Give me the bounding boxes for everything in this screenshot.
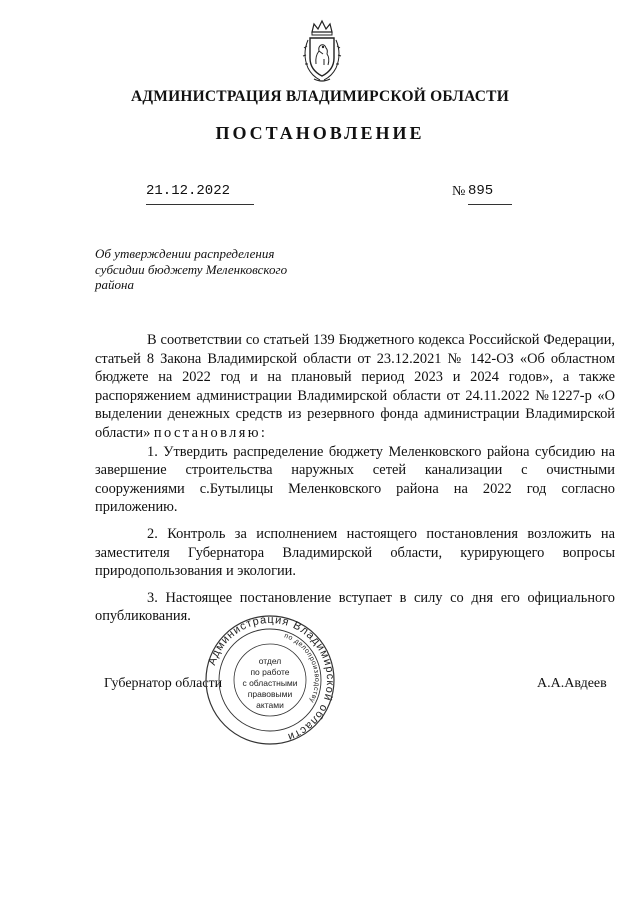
stamp-center-line: отдел [258, 656, 282, 666]
subject-line: Об утверждении распределения [95, 246, 275, 261]
stamp-outer-text: Администрация Владимирской области [206, 614, 336, 744]
subject-line: субсидии бюджету Меленковского [95, 261, 288, 277]
decree-word: постановляю: [153, 424, 268, 441]
stamp-inner-text: по делопроизводству [283, 632, 321, 704]
clause-paragraph: 1. Утвердить распределение бюджету Меленковского района субсидию на завершение строительства наружных сетей канализации с очистными сооружениями с.Бутылицы Меленковского района на 2022 год согласно приложению. [95, 443, 615, 516]
preamble-paragraph [95, 331, 615, 443]
coat-of-arms-icon [300, 18, 344, 84]
official-stamp [204, 614, 336, 746]
number-underline [468, 204, 512, 205]
signer-name: А.А.Авдеев [537, 676, 607, 691]
document-date: 21.12.2022 [146, 183, 231, 199]
subject-line: района [95, 277, 134, 292]
signer-title: Губернатор области [104, 676, 223, 691]
clause-paragraph: 2. Контроль за исполнением настоящего постановления возложить на заместителя Губернатора Владимирской области, курирующего вопросы природопользования и экологии. [95, 525, 615, 580]
stamp-center-line: актами [256, 700, 284, 710]
document-number: 895 [468, 183, 494, 199]
number-sign: № [452, 184, 466, 199]
stamp-center-line: по работе [250, 667, 290, 677]
document-subject [95, 246, 315, 293]
organization-name: АДМИНИСТРАЦИЯ ВЛАДИМИРСКОЙ ОБЛАСТИ [131, 88, 509, 105]
stamp-center-line: с областными [242, 678, 298, 688]
date-underline [146, 204, 254, 205]
document-type: ПОСТАНОВЛЕНИЕ [215, 123, 425, 143]
preamble-text: В соответствии со статьей 139 Бюджетного кодекса Российской Федерации, статьей 8 Закона Владимирской области от 23.12.2021 № 142-ОЗ «Об областном бюджете на 2022 год и на плановый период 2023 и 2024 годов», а также распоряжением администрации Владимирской области от 24.11.2022 №1227-р «О выделении денежных средств из резервного фонда администрации Владимирской области» [95, 332, 615, 441]
document-body [95, 331, 615, 626]
clause-paragraph: 3. Настоящее постановление вступает в силу со дня его официального опубликования. [95, 589, 615, 625]
stamp-center-line: правовыми [247, 689, 293, 699]
